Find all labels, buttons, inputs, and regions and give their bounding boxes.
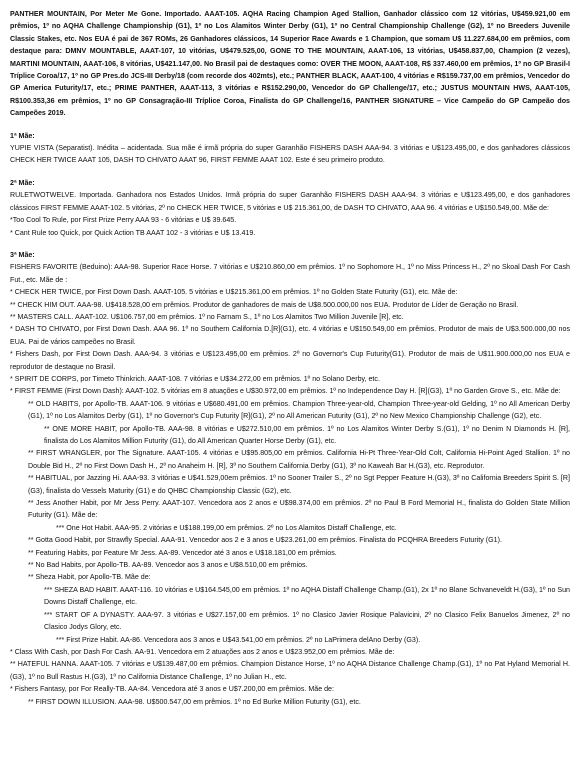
dam2-description: [10, 189, 570, 239]
produce-record: * FIRST FEMME (First Down Dash): AAAT-102. 5 vitórias em 8 atuações e U$30.972,00 em prêmios. 1º no Independence Day H. [R](G3), 1º no Garden Grove S., etc. Mãe de:: [10, 387, 561, 396]
dam2-line: *Too Cool To Rule, por First Prize Perry AAA 93 - 6 vitórias e U$ 39.645.: [10, 216, 237, 225]
produce-record: ** Sheza Habit, por Apollo-TB. Mãe de:: [28, 573, 151, 582]
produce-record: ** Gotta Good Habit, por Strawfly Special. AAA-91. Vencedor aos 2 e 3 anos e U$23.261,00 em prêmios. Finalista do PCQHRA Breeders Futurity (G1).: [28, 536, 502, 545]
dam2-line: * Cant Rule too Quick, por Quick Action TB AAAT 102 - 3 vitórias e U$ 13.419.: [10, 228, 256, 237]
produce-record: ** ONE MORE HABIT, por Apollo-TB. AAA-98. 8 vitórias e U$272.510,00 em prêmios. 1º no Los Alamitos Winter Derby S.(G1), 1º no Denim N Diamonds H. [R], finalista do Los Alamitos Million Futurity (G1), do All American Quarter Horse Derby (G1), etc.: [44, 424, 570, 445]
produce-record: * Fishers Dash, por First Down Dash. AAA-94. 3 vitórias e U$123.495,00 em prêmios. 2º no Governor's Cup Futurity(G1). Produtor de mais de U$11.900.000,00 nos EUA e reprodutor de destaque no Brasil.: [10, 350, 570, 371]
sire-description: PANTHER MOUNTAIN, Por Meter Me Gone. Importado. AAAT-105. AQHA Racing Champion Aged Stallion, Ganhador clássico com 12 vitórias, U$459.921,00 em prêmios, 1º no AQHA Challenge Championship (G1), 1º no Los Alamitos Winter Derby (G1), 1º no Central Championship Challenge (G2), 1º no Breeders Juvenile Classic Stakes, etc. Nos EUA é pai de 367 ROMs, 26 Ganhadores clássicos, 14 Superior Race Awards e 1 Champion, que somam U$ 11.227.684,00 em prêmios, com destaque para: DMNV MOUNTABLE, AAAT-107, 10 vitórias, U$479.525,00, GONE TO THE MOUNTAIN, AAAT-106, 13 vitórias, U$458.837,00, Champion (2 vezes), MARTINI MOUNTAIN, AAAT-106, 8 vitórias, U$421.147,00. No Brasil pai de destaques como: OVER THE MOON, AAAT-108, R$ 337.460,00 em prêmios, 1º no GP Brasil-I Tríplice Coroa/17, 1º no GP Pres.do JCS-III Derby/18 (com recorde dos 402mts), etc.; PANTHER BLACK, AAAT-100, 4 vitórias e R$159.737,00 em prêmios, Vencedor do GP America Futurity/17, etc.; PRIME PANTHER, AAAT-113, 3 vitórias e R$152.290,00, Vencedor do GP Challenge/17, etc.; JUSTUS MOUNTAIN HWS, AAAT-105, R$100.353,36 em prêmios, 1º no GP Consagração-III Tríplice Coroa, Finalista do GP Challenge/16, PANTHER SIGNATURE – Vice Campeão do GP Campeão dos Campeões 2019.: [10, 10, 570, 118]
dam3-heading: 3ª Mãe:: [10, 250, 35, 259]
produce-record: ** OLD HABITS, por Apollo-TB. AAAT-106. 9 vitórias e U$680.491,00 em prêmios. Champion Three-year-old, Champion Three-year-old Gelding, 1º no All American Derby (G1), 1º no Los Alamitos Derby (G1), 1º no Governor's Cup Futurity [R](G1), 2º no All American Futurity (G1), 2º no New Mexico Championship Challenge (G2), etc.: [28, 399, 570, 421]
produce-record: ** CHECK HIM OUT. AAA-98. U$418.528,00 em prêmios. Produtor de ganhadores de mais de U$8.500.000,00 nos EUA. Produtor de Líder de Geração no Brasil.: [10, 300, 519, 309]
produce-record: ** Featuring Habits, por Feature Mr Jess. AA-89. Vencedor até 3 anos e U$18.181,00 em prêmios.: [28, 548, 337, 557]
dam2-heading: 2ª Mãe:: [10, 178, 35, 187]
produce-record: * SPIRIT DE CORPS, por Timeto Thinkrich. AAAT-108. 7 vitórias e U$34.272,00 em prêmios. 1º no Solano Derby, etc.: [10, 374, 380, 383]
produce-record: ** FIRST WRANGLER, por The Signature. AAAT-105. 4 vitórias e U$95.805,00 em prêmios. California Hi-Pt Three-Year-Old Colt, California Hi-Point Aged Stallion. 1º no Double Bid H., 2º no First Down Dash H., 2º no Anaheim H. [R], 3º no Southern California Derby (G1), 3º no Kaweah Bar H.(G3), etc. Reprodutor.: [28, 449, 570, 470]
produce-record: ** MASTERS CALL. AAAT-102. U$106.757,00 em prêmios. 1º no Farnam S., 1º no Los Alamitos Two Million Juvenile [R], etc.: [10, 312, 404, 321]
produce-record: * Fishers Fantasy, por For Really-TB. AA-84. Vencedora até 3 anos e U$7.200,00 em prêmios. Mãe de:: [10, 685, 334, 694]
dam1-heading: 1ª Mãe:: [10, 131, 35, 140]
produce-record: * Class With Cash, por Dash For Cash. AA-91. Vencedora em 2 atuações aos 2 anos e U$23.952,00 em prêmios. Mãe de:: [10, 647, 395, 656]
dam2-line: RULETWOTWELVE. Importada. Ganhadora nos Estados Unidos. Irmã própria do super Garanhão FISHERS DASH AAA-94. 3 vitórias e U$123.495,00, e dos ganhadores clássicos FIRST FEMME AAAT-102. 5 vitórias, 2º no CHECK HER TWICE, 5 vitórias e U$ 215.361,00, de DASH TO CHIVATO, AAA 96. 4 vitórias e U$150.549,00. Mãe de:: [10, 191, 570, 212]
produce-record: ** No Bad Habits, por Apollo-TB. AA-89. Vencedor aos 3 anos e U$8.510,00 em prêmios.: [28, 561, 308, 570]
dam1-description: YUPIE VISTA (Separatist). Inédita – acidentada. Sua mãe é irmã própria do super Garanhão FISHERS DASH AAA-94. 3 vitórias e U$123.495,00, e dos ganhadores clássicos CHECK HER TWICE AAAT 105, DASH TO CHIVATO AAAT 96, FIRST FEMME AAAT 102. Este é seu primeiro produto.: [10, 144, 570, 165]
produce-record: * CHECK HER TWICE, por First Down Dash. AAAT-105. 5 vitórias e U$215.361,00 em prêmios. 1º no Golden State Futurity (G1), etc. Mãe de:: [10, 288, 458, 297]
produce-record: ** HABITUAL, por Jazzing Hi. AAA-93. 3 vitórias e U$41.529,00em prêmios. 1º no Sooner Trailer S., 2º no Sgt Pepper Feature H.(G3), 3º no California Breeders Spirit S. [R](G3), finalista do Vessels Maturity (G1) e do QHBC Championship Classic (G2), etc.: [28, 474, 570, 495]
dam3-description: [10, 261, 570, 708]
produce-record: FISHERS FAVORITE (Beduino): AAA-98. Superior Race Horse. 7 vitórias e U$210.860,00 em prêmios. 1º no Sophomore H., 1º no Miss Princess H., 2º no Skoal Dash For Cash Fut., etc. Mãe de :: [10, 263, 570, 284]
produce-record: ** HATEFUL HANNA. AAAT-105. 7 vitórias e U$139.487,00 em prêmios. Champion Distance Horse, 1º no AQHA Distance Challenge Champ.(G1), 1º no Pat Hyland Memorial H.(G3), 1º no Bull Rastus H.(G3), 1º no California Distance Challenge, 1º no Julian H., etc.: [10, 660, 570, 681]
produce-record: *** One Hot Habit. AAA-95. 2 vitórias e U$188.199,00 em prêmios. 2º no Los Alamitos Distaff Challenge, etc.: [56, 523, 397, 532]
produce-record: ** Jess Another Habit, por Mr Jess Perry. AAAT-107. Vencedora aos 2 anos e U$98.374,00 em prêmios. 2º no Paul B Ford Memorial H., finalista do Golden State Million Futurity (G1). Mãe de:: [28, 499, 570, 520]
produce-record: * DASH TO CHIVATO, por First Down Dash. AAA 96. 1º no Southern California D.[R](G1), etc. 4 vitórias e U$150.549,00 em prêmios. Produtor de mais de U$3.500.000,00 nos EUA. Pai de vários campeões no Brasil.: [10, 325, 570, 346]
pedigree-page: [10, 0, 570, 708]
produce-record: ** FIRST DOWN ILLUSION. AAA-98. U$500.547,00 em prêmios. 1º no Ed Burke Million Futurity (G1), etc.: [28, 697, 361, 706]
produce-record: *** SHEZA BAD HABIT. AAAT-116. 10 vitórias e U$164.545,00 em prêmios. 1º no AQHA Distaff Challenge Champ.(G1), 2x 1º no Blane Schvaneveldt H.(G3), 1º no Sun Downs Distaff Challenge, etc.: [44, 585, 570, 607]
produce-record: *** First Prize Habit. AA-86. Vencedora aos 3 anos e U$43.541,00 em prêmios. 2º no LaPrimera delAno Derby (G3).: [56, 635, 421, 644]
produce-record: *** START OF A DYNASTY. AAA-97. 3 vitórias e U$27.157,00 em prêmios. 1º no Clasico Javier Rosique Palavicini, 2º no Clasico Felix Banuelos Jimenez, 2º no Clasico Jodys Glory, etc.: [44, 610, 570, 632]
